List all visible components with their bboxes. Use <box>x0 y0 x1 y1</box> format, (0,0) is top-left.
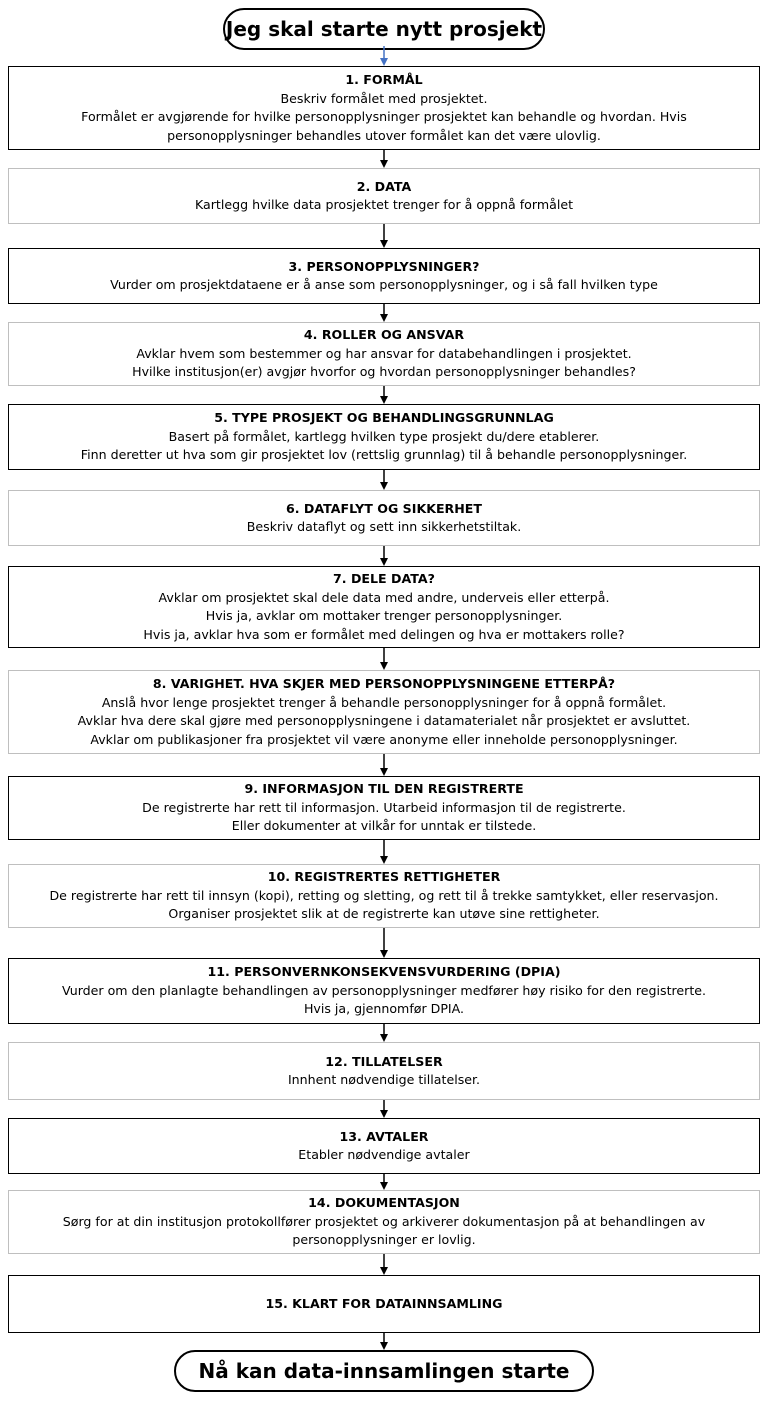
step-title: 8. VARIGHET. HVA SKJER MED PERSONOPPLYSNINGENE ETTERPÅ? <box>152 676 616 691</box>
step-title: 2. DATA <box>356 178 412 194</box>
start-label: Jeg skal starte nytt prosjekt <box>225 17 543 41</box>
step-text: Hvis ja, avklar hva som er formålet med delingen og hva er mottakers rolle? <box>143 626 625 642</box>
step-text: Finn deretter ut hva som gir prosjektet lov (rettslig grunnlag) til å behandle personopplysninger. <box>80 447 688 463</box>
step-title: 5. TYPE PROSJEKT OG BEHANDLINGSGRUNNLAG <box>214 410 554 426</box>
step-text: Organiser prosjektet slik at de registrerte kan utøve sine rettigheter. <box>168 906 600 922</box>
step-title: 13. AVTALER <box>339 1128 429 1144</box>
step-text: Hvis ja, avklar om mottaker trenger personopplysninger. <box>205 608 563 623</box>
step-title: 6. DATAFLYT OG SIKKERHET <box>285 500 482 516</box>
step-text: personopplysninger behandles utover formålet kan det være ulovlig. <box>167 127 601 143</box>
step-text: De registrerte har rett til informasjon. Utarbeid informasjon til de registrerte. <box>142 799 626 815</box>
step-text: Formålet er avgjørende for hvilke personopplysninger prosjektet kan behandle og hvordan. Hvis <box>81 109 687 124</box>
step-text: De registrerte har rett til innsyn (kopi), retting og sletting, og rett til å trekke samtykket, eller reservasjon. <box>49 887 719 903</box>
step-title: 15. KLART FOR DATAINNSAMLING <box>265 1295 503 1311</box>
step-text: Avklar om prosjektet skal dele data med andre, underveis eller etterpå. <box>158 589 610 605</box>
step-text: Anslå hvor lenge prosjektet trenger å behandle personopplysninger for å oppnå formålet. <box>101 694 667 710</box>
step-text: Kartlegg hvilke data prosjektet trenger for å oppnå formålet <box>194 197 574 212</box>
step-title: 1. FORMÅL <box>345 72 423 87</box>
step-title: 11. PERSONVERNKONSEKVENSVURDERING (DPIA) <box>207 964 561 980</box>
step-title: 3. PERSONOPPLYSNINGER? <box>288 258 480 274</box>
step-title: 4. ROLLER OG ANSVAR <box>303 327 465 343</box>
step-text: Beskriv formålet med prosjektet. <box>280 90 488 106</box>
step-title: 7. DELE DATA? <box>333 571 435 586</box>
step-title: 10. REGISTRERTES RETTIGHETER <box>267 869 501 885</box>
step-text: Beskriv dataflyt og sett inn sikkerhetstiltak. <box>246 519 522 534</box>
step-text: Avklar hva dere skal gjøre med personopplysningene i datamaterialet når prosjektet er avsluttet. <box>77 713 691 728</box>
step-text: Hvis ja, gjennomfør DPIA. <box>303 1001 465 1017</box>
step-text: Etabler nødvendige avtaler <box>298 1147 470 1162</box>
step-text: Innhent nødvendige tillatelser. <box>287 1072 481 1087</box>
step-text: Vurder om prosjektdataene er å anse som personopplysninger, og i så fall hvilken type <box>110 277 658 292</box>
step-text: Hvilke institusjon(er) avgjør hvorfor og hvordan personopplysninger behandles? <box>132 364 636 380</box>
step-text: Basert på formålet, kartlegg hvilken type prosjekt du/dere etablerer. <box>168 428 600 444</box>
step-text: Vurder om den planlagte behandlingen av personopplysninger medfører høy risiko for den registrerte. <box>61 982 707 998</box>
step-text: Avklar om publikasjoner fra prosjektet vil være anonyme eller inneholde personopplysninger. <box>90 731 678 747</box>
step-text: personopplysninger er lovlig. <box>292 1232 476 1248</box>
step-text: Avklar hvem som bestemmer og har ansvar for databehandlingen i prosjektet. <box>136 345 632 361</box>
step-title: 14. DOKUMENTASJON <box>308 1195 460 1211</box>
step-text: Eller dokumenter at vilkår for unntak er tilstede. <box>231 818 537 834</box>
step-title: 9. INFORMASJON TIL DEN REGISTRERTE <box>244 781 524 797</box>
step-title: 12. TILLATELSER <box>325 1053 443 1069</box>
end-label: Nå kan data-innsamlingen starte <box>198 1359 570 1383</box>
step-text: Sørg for at din institusjon protokollfører prosjektet og arkiverer dokumentasjon på at behandlingen av <box>62 1213 706 1229</box>
